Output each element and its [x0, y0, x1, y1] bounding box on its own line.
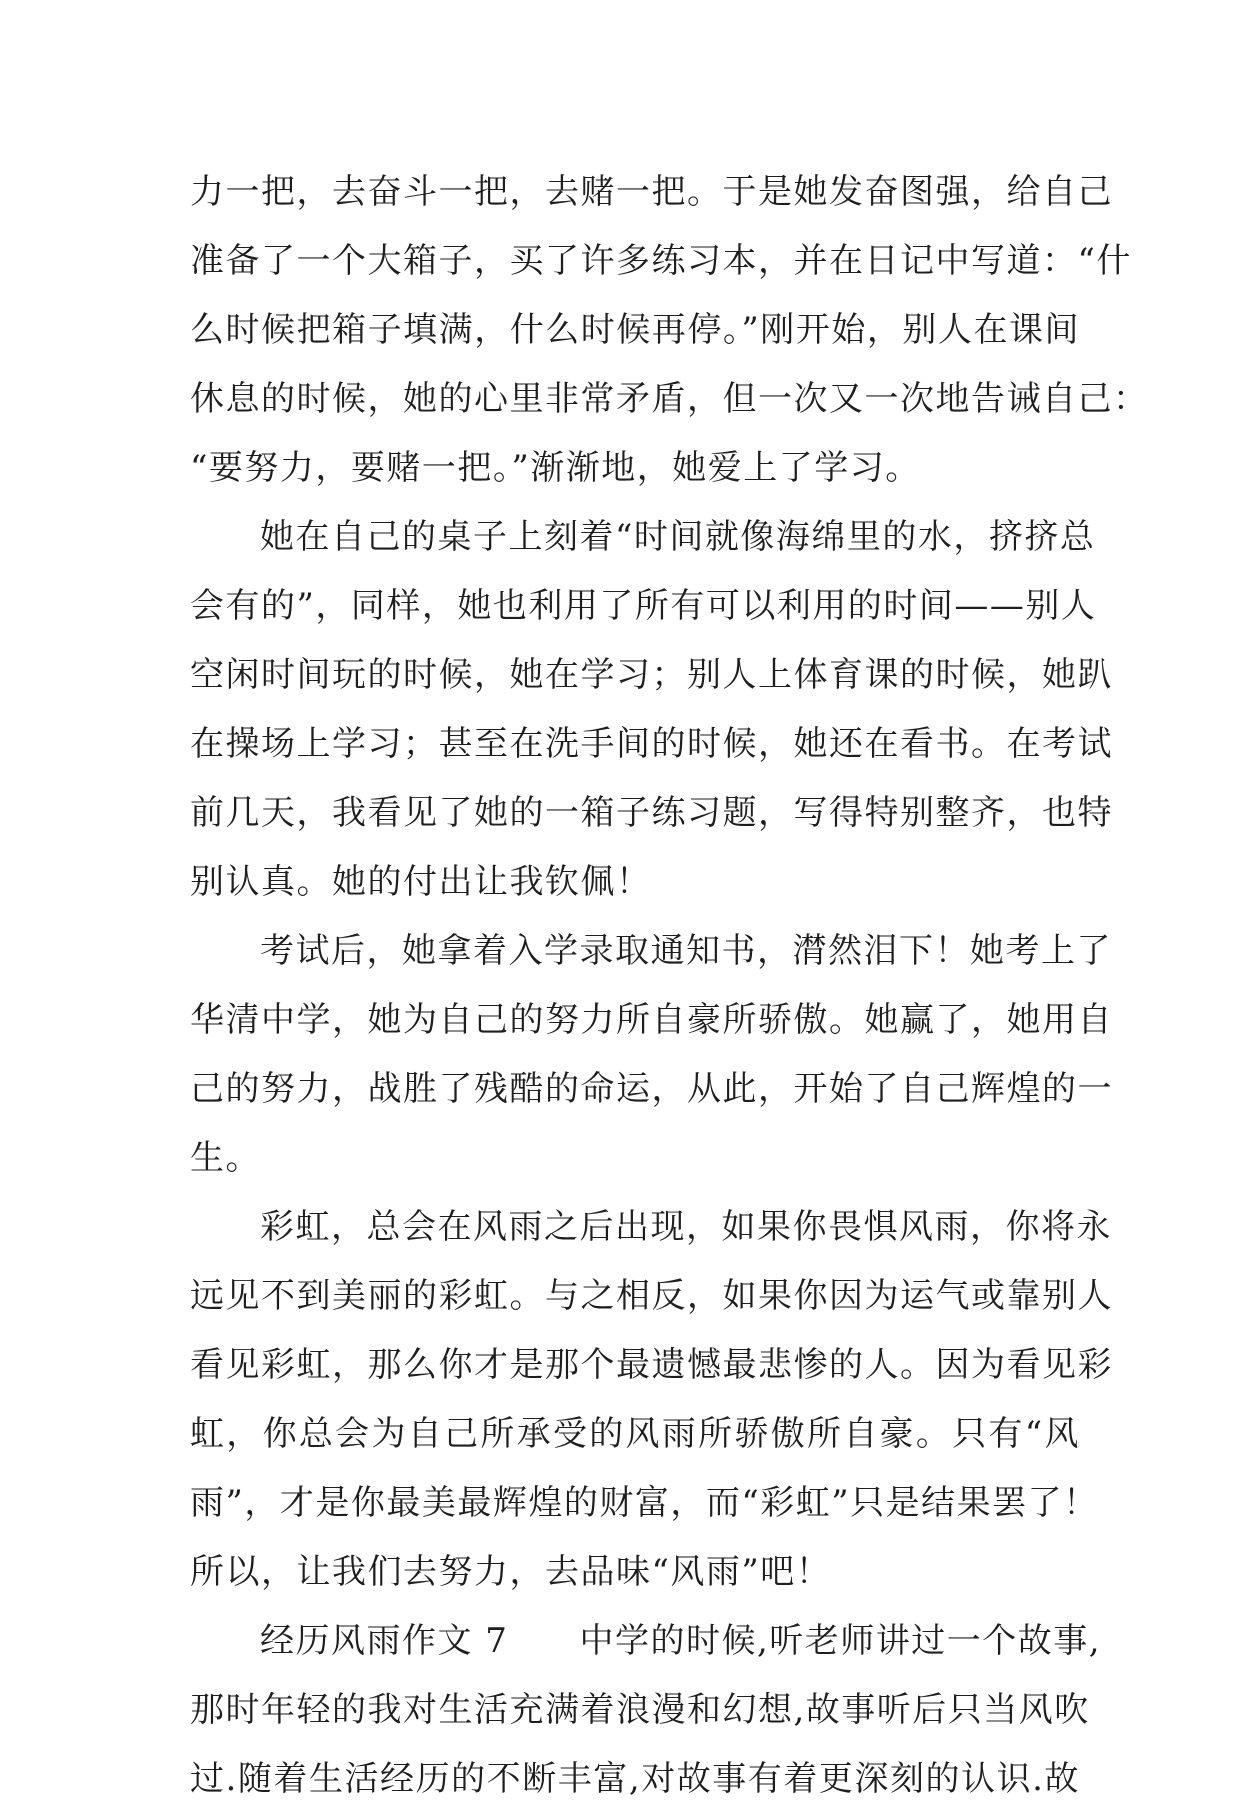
text-line: 虹，你总会为自己所承受的风雨所骄傲所自豪。只有“风 — [190, 1414, 1080, 1454]
text-line: 经历风雨作文 7 中学的时候,听老师讲过一个故事, — [260, 1621, 1102, 1661]
text-line: 看见彩虹，那么你才是那个最遗憾最悲惨的人。因为看见彩 — [190, 1345, 1113, 1385]
text-line: “要努力，要赌一把。”渐渐地，她爱上了学习。 — [190, 448, 921, 488]
text-line: 在操场上学习；甚至在洗手间的时候，她还在看书。在考试 — [190, 724, 1113, 764]
text-line: 生。 — [190, 1138, 261, 1178]
text-line: 彩虹，总会在风雨之后出现，如果你畏惧风雨，你将永 — [260, 1207, 1112, 1247]
text-line: 会有的”，同样，她也利用了所有可以利用的时间——别人 — [190, 586, 1097, 626]
text-line: 过.随着生活经历的不断丰富,对故事有着更深刻的认识.故 — [190, 1759, 1080, 1799]
text-line: 那时年轻的我对生活充满着浪漫和幻想,故事听后只当风吹 — [190, 1690, 1090, 1730]
text-line: 她在自己的桌子上刻着“时间就像海绵里的水，挤挤总 — [260, 517, 1096, 557]
text-line: 所以，让我们去努力，去品味“风雨”吧！ — [190, 1552, 832, 1592]
text-line: 力一把，去奋斗一把，去赌一把。于是她发奋图强，给自己 — [190, 172, 1113, 212]
text-line: 么时候把箱子填满，什么时候再停。”刚开始，别人在课间 — [190, 310, 1080, 350]
text-line: 己的努力，战胜了残酷的命运，从此，开始了自己辉煌的一 — [190, 1069, 1113, 1109]
text-line: 考试后，她拿着入学录取通知书，潸然泪下！她考上了 — [260, 931, 1112, 971]
text-line: 雨”，才是你最美最辉煌的财富，而“彩虹”只是结果罢了！ — [190, 1483, 1099, 1523]
text-line: 远见不到美丽的彩虹。与之相反，如果你因为运气或靠别人 — [190, 1276, 1113, 1316]
text-line: 空闲时间玩的时候，她在学习；别人上体育课的时候，她趴 — [190, 655, 1113, 695]
text-line: 前几天，我看见了她的一箱子练习题，写得特别整齐，也特 — [190, 793, 1113, 833]
text-line: 休息的时候，她的心里非常矛盾，但一次又一次地告诫自己： — [190, 379, 1149, 419]
text-line: 华清中学，她为自己的努力所自豪所骄傲。她赢了，她用自 — [190, 1000, 1113, 1040]
text-line: 准备了一个大箱子，买了许多练习本，并在日记中写道：“什 — [190, 241, 1132, 281]
body-text — [190, 158, 1149, 1814]
text-line: 别认真。她的付出让我钦佩！ — [190, 862, 652, 902]
